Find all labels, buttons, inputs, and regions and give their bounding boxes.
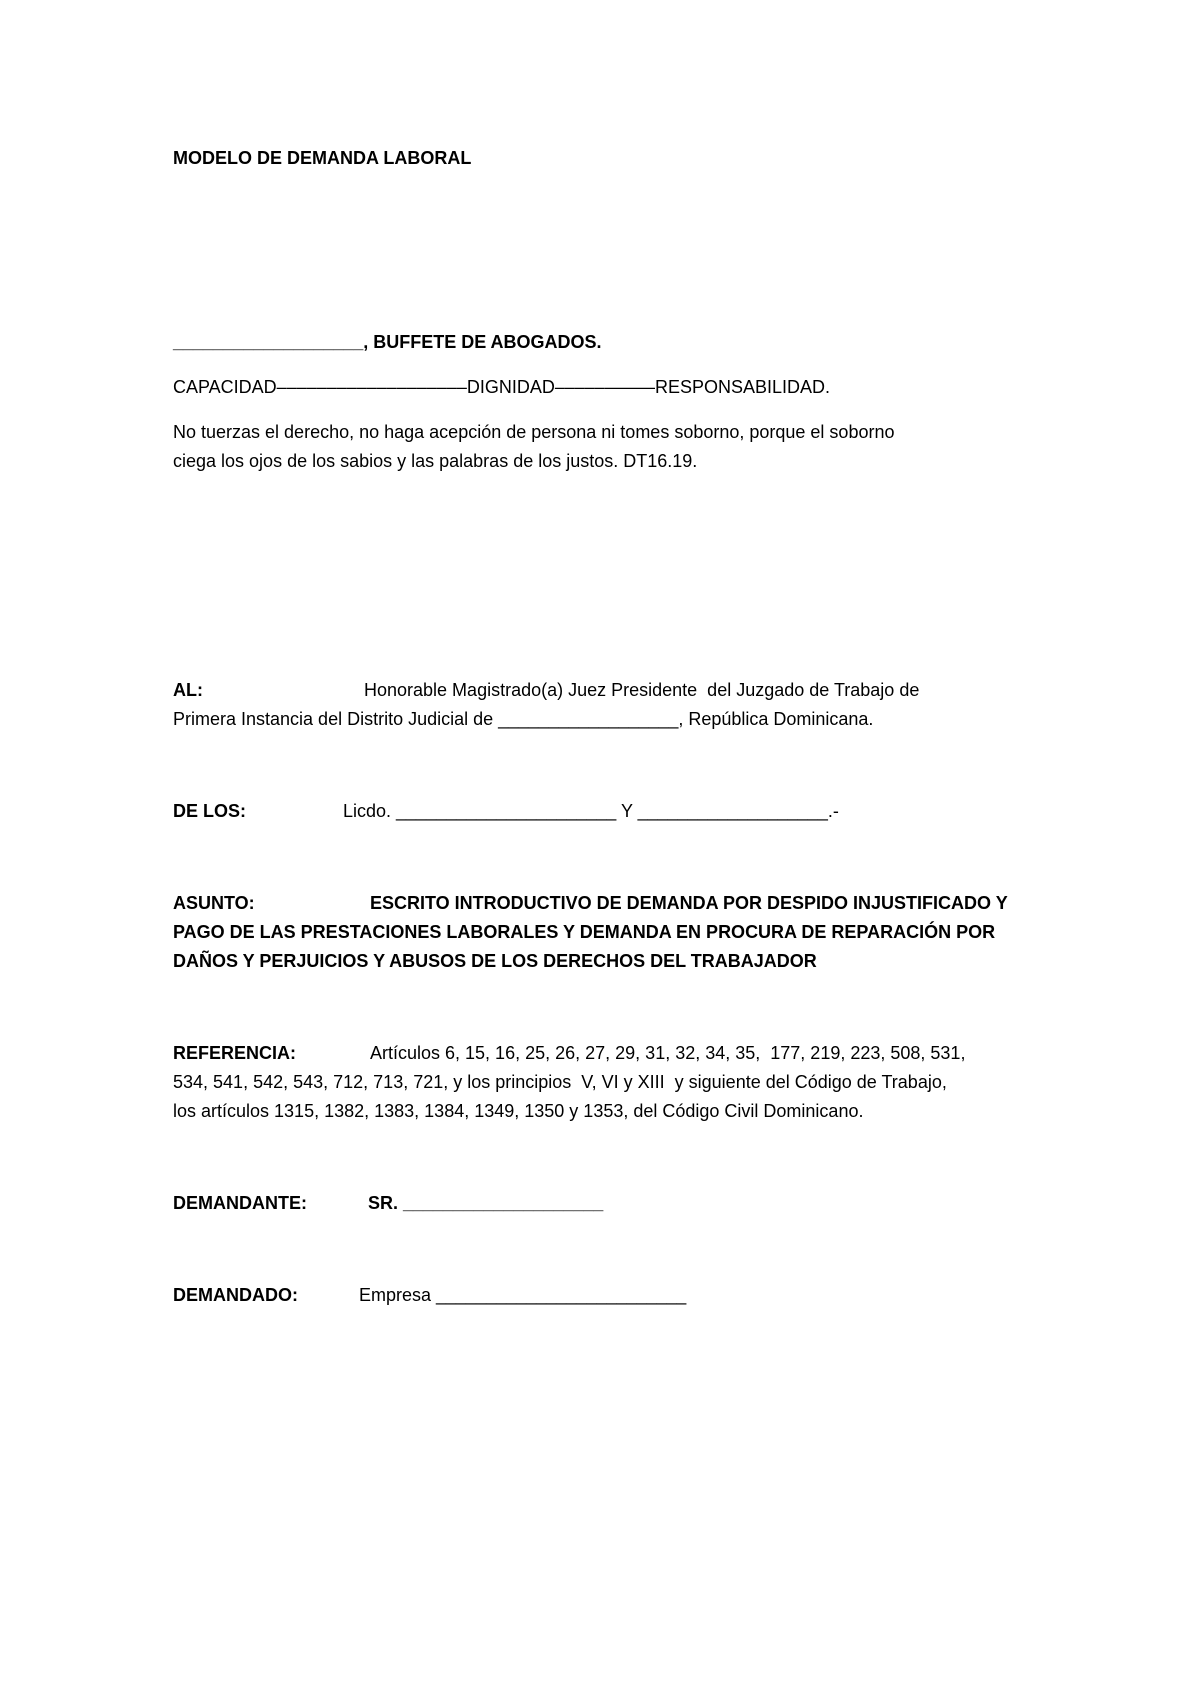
asunto-label: ASUNTO: — [173, 893, 255, 913]
document-title: MODELO DE DEMANDA LABORAL — [173, 148, 472, 168]
asunto-text-1: ESCRITO INTRODUCTIVO DE DEMANDA POR DESPIDO INJUSTIFICADO Y — [370, 893, 1008, 913]
demandante-line — [173, 1189, 603, 1217]
referencia-line-1 — [173, 1039, 965, 1067]
al-line-2: Primera Instancia del Distrito Judicial de __________________, República Dominicana. — [173, 709, 874, 729]
demandado-value: Empresa _________________________ — [359, 1285, 687, 1305]
de-los-label: DE LOS: — [173, 801, 247, 821]
al-line-1 — [173, 676, 919, 704]
demandado-line — [173, 1281, 686, 1309]
motto-line: CAPACIDAD–––––––––––––––––––DIGNIDAD––––––––––RESPONSABILIDAD. — [173, 377, 831, 397]
al-text-1: Honorable Magistrado(a) Juez Presidente del Juzgado de Trabajo de — [364, 680, 920, 700]
demandado-label: DEMANDADO: — [173, 1285, 298, 1305]
asunto-line-1 — [173, 889, 1008, 917]
referencia-line-3: los artículos 1315, 1382, 1383, 1384, 1349, 1350 y 1353, del Código Civil Dominicano. — [173, 1101, 864, 1121]
referencia-text-1: Artículos 6, 15, 16, 25, 26, 27, 29, 31, 32, 34, 35, 177, 219, 223, 508, 531, — [370, 1043, 966, 1063]
de-los-value: Licdo. ______________________ Y ___________________.- — [343, 801, 839, 821]
al-label: AL: — [173, 680, 203, 700]
demandante-label: DEMANDANTE: — [173, 1193, 307, 1213]
referencia-label: REFERENCIA: — [173, 1043, 297, 1063]
quote-line-2: ciega los ojos de los sabios y las palabras de los justos. DT16.19. — [173, 451, 698, 471]
firm-name: , BUFFETE DE ABOGADOS. — [363, 332, 602, 352]
asunto-line-2: PAGO DE LAS PRESTACIONES LABORALES Y DEMANDA EN PROCURA DE REPARACIÓN POR — [173, 922, 996, 942]
firm-blank: ___________________ — [173, 332, 364, 352]
demandante-value: SR. ____________________ — [368, 1193, 604, 1213]
referencia-line-2: 534, 541, 542, 543, 712, 713, 721, y los principios V, VI y XIII y siguiente del Código de Trabajo, — [173, 1072, 947, 1092]
quote-line-1: No tuerzas el derecho, no haga acepción de persona ni tomes soborno, porque el soborno — [173, 422, 895, 442]
de-los-line — [173, 797, 839, 825]
firm-line — [173, 328, 602, 356]
asunto-line-3: DAÑOS Y PERJUICIOS Y ABUSOS DE LOS DERECHOS DEL TRABAJADOR — [173, 951, 817, 971]
